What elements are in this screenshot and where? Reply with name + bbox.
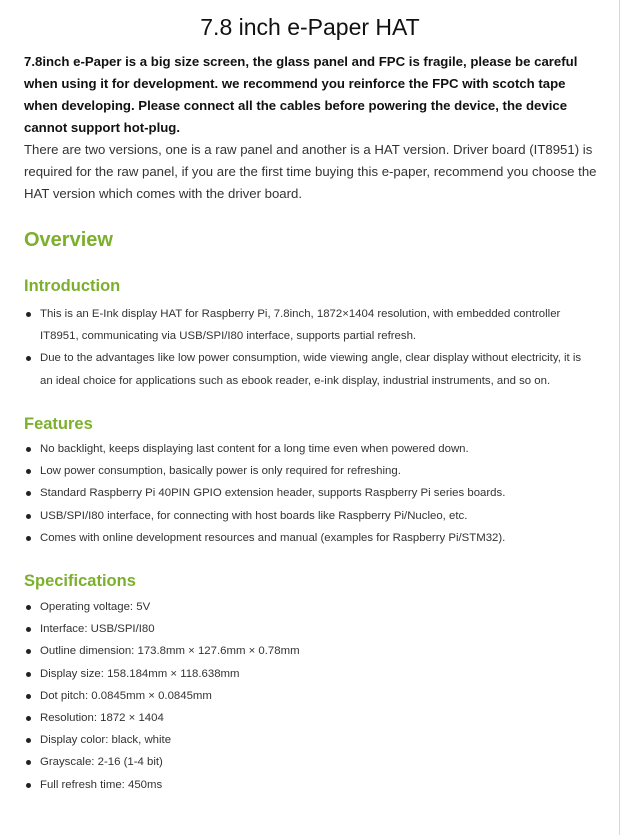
bullet-dot-icon — [26, 672, 31, 677]
list-item — [24, 618, 594, 640]
list-item — [24, 707, 594, 729]
list-item — [24, 505, 594, 527]
bullet-dot-icon — [26, 627, 31, 632]
overview-heading: Overview — [24, 229, 113, 251]
list-item — [24, 460, 594, 482]
list-item-text: Operating voltage: 5V — [40, 601, 151, 613]
list-item-text: USB/SPI/I80 interface, for connecting with host boards like Raspberry Pi/Nucleo, etc. — [40, 509, 468, 522]
fragility-warning: 7.8inch e-Paper is a big size screen, the glass panel and FPC is fragile, please be careful when using it for development. we recommend you reinforce the FPC with scotch tape when developing. Please connect all the cables before powering the device, the device cannot support hot-plug. — [24, 54, 578, 135]
versions-note: There are two versions, one is a raw panel and another is a HAT version. Driver board (IT8951) is required for the raw panel, if you are the first time buying this e-paper, recommend you choose the HAT version which comes with the driver board. — [24, 142, 597, 201]
list-item-text: Display color: black, white — [40, 734, 172, 747]
introduction-list — [24, 303, 594, 392]
bullet-dot-icon — [26, 312, 31, 317]
bullet-dot-icon — [26, 447, 31, 452]
specifications-list — [24, 596, 594, 796]
features-list — [24, 438, 594, 549]
bullet-dot-icon — [26, 536, 31, 541]
bullet-dot-icon — [26, 738, 31, 743]
list-item-text: Display size: 158.184mm × 118.638mm — [40, 667, 240, 680]
bullet-dot-icon — [26, 694, 31, 699]
list-item — [24, 303, 594, 347]
list-item — [24, 527, 594, 549]
intro-block — [24, 51, 598, 205]
bullet-dot-icon — [26, 491, 31, 496]
list-item — [24, 482, 594, 504]
bullet-dot-icon — [26, 469, 31, 474]
list-item-text: This is an E-Ink display HAT for Raspberry Pi, 7.8inch, 1872×1404 resolution, with embedded controller IT8951, communicating via USB/SPI/I80 interface, supports partial refresh. — [40, 308, 561, 343]
list-item-text: Outline dimension: 173.8mm × 127.6mm × 0.78mm — [40, 645, 300, 658]
bullet-dot-icon — [26, 716, 31, 721]
bullet-dot-icon — [26, 649, 31, 654]
bullet-dot-icon — [26, 605, 31, 610]
list-item-text: Grayscale: 2-16 (1-4 bit) — [40, 756, 163, 769]
list-item — [24, 596, 594, 618]
bullet-dot-icon — [26, 783, 31, 788]
list-item-text: Comes with online development resources and manual (examples for Raspberry Pi/STM32). — [40, 531, 506, 544]
list-item — [24, 685, 594, 707]
specifications-heading: Specifications — [24, 572, 136, 590]
bullet-dot-icon — [26, 514, 31, 519]
list-item-text: No backlight, keeps displaying last content for a long time even when powered down. — [40, 443, 469, 455]
list-item — [24, 663, 594, 685]
bullet-dot-icon — [26, 760, 31, 765]
bullet-dot-icon — [26, 356, 31, 361]
list-item-text: Due to the advantages like low power consumption, wide viewing angle, clear display without electricity, it is an ideal choice for applications such as ebook reader, e-ink display, industrial instruments, and so on. — [40, 352, 582, 387]
list-item-text: Full refresh time: 450ms — [40, 778, 163, 791]
list-item — [24, 438, 594, 460]
features-heading: Features — [24, 415, 93, 433]
page-title: 7.8 inch e-Paper HAT — [200, 14, 420, 40]
introduction-heading: Introduction — [24, 277, 121, 295]
list-item-text: Low power consumption, basically power is only required for refreshing. — [40, 465, 401, 478]
list-item — [24, 729, 594, 751]
list-item-text: Dot pitch: 0.0845mm × 0.0845mm — [40, 689, 212, 702]
list-item — [24, 347, 594, 391]
list-item-text: Interface: USB/SPI/I80 — [40, 623, 155, 636]
list-item-text: Resolution: 1872 × 1404 — [40, 712, 164, 725]
list-item — [24, 640, 594, 662]
list-item — [24, 774, 594, 796]
list-item-text: Standard Raspberry Pi 40PIN GPIO extension header, supports Raspberry Pi series boards. — [40, 487, 506, 500]
list-item — [24, 751, 594, 773]
